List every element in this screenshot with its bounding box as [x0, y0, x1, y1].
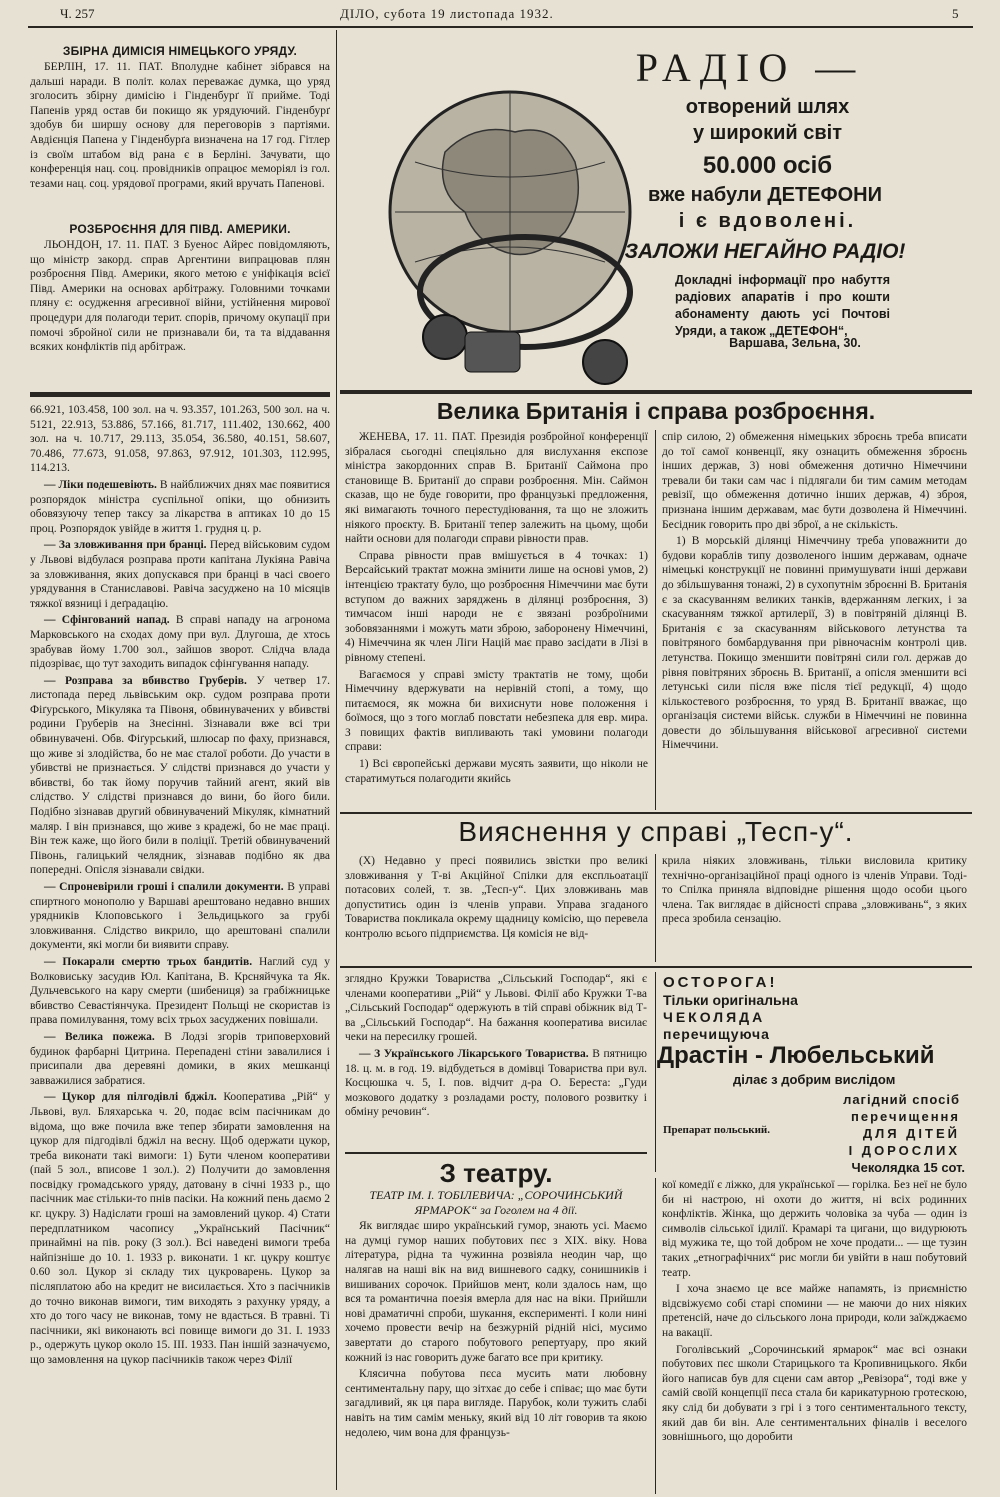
choc-line-6: лагідний спосіб [843, 1092, 960, 1107]
masthead-date: ДІЛО, субота 19 листопада 1932. [340, 6, 554, 21]
news-body: Кооператива „Рій“ у Львові, вул. Бляхарська ч. 20, подає всім пасічникам до відома, що вже почила вже тепер збирати замовлення на цукор для підгодівлі бджіл на весну. Щоб одержати цукор, треба виконати такі вимоги: 1) Бути членом кооперативи (пай 5 зол., вписове 1 зол.). 2) Получити до замовлення посвідку громадського уряду, датовану в січні 1933 р., що пасічник має стільки-то пнів пасіки. На кожний пень даємо 2 кг. цукру. 3) Надіслати гроші на замовлений цукор. 4) Стати передплатником часопису „Український Пасічник“ принаймні на пів. року (3 зол.). Всі наведені вимоги треба найпізніше до 10. 1. 1933 р. виконати. 1 кг. цукру коштує 0.60 зол. Цукор зі складу тих цукроварень. Цукор за післяплатою або на кредит не висилається. Хто з пасічників до точно виконав вимоги, тим виходять з рахунку уряду, а хто до того часу не виконав, тому не вдасться. В травні. Ті пасічники, які виконають всі повище вимоги до 31. І. 1933 р., одержуть цукор около 15. ІІІ. 1933. Пан іншій зазначуємо, що замовлення на цукор пасічників також через Філії [30, 1091, 330, 1366]
choc-price: Чеколядка 15 сот. [851, 1160, 965, 1175]
choc-line-7: перечищення [851, 1109, 960, 1124]
choc-brand: Драстін - Любельський [657, 1042, 935, 1069]
header-rule [28, 26, 973, 28]
news-item [30, 674, 330, 878]
news-title: — З Українського Лікарського Товариства. [359, 1047, 589, 1060]
paragraph: Вагаємося у справі змісту трактатів не тому, щоби Німеччину вдержувати на нерівній стопі, а тому, що питаємося, як можна би вихиснути нове положення і боїмося, що з того моглаб повстати небезпека для евр. мира. З повищих фактів випливають такі умовини полагоди справи: [345, 668, 648, 754]
britain-bottom-rule [340, 812, 972, 814]
theatre-subtitle: ТЕАТР ІМ. І. ТОБІЛЕВИЧА: „СОРОЧИНСЬКИЙ ЯРМАРОК“ за Гоголем на 4 дії. [369, 1188, 623, 1217]
article-title-dismissal: ЗБІРНА ДИМІСІЯ НІМЕЦЬКОГО УРЯДУ. [62, 44, 298, 58]
page-number: 5 [952, 6, 959, 21]
news-item [30, 538, 330, 611]
choc-line-9: І ДОРОСЛИХ [848, 1143, 960, 1158]
news-title: — Спроневірили гроші і спалили документи. [44, 881, 284, 893]
lottery-numbers: 66.921, 103.458, 100 зол. на ч. 93.357, 101.263, 500 зол. на ч. 5121, 22.913, 53.886, 57.166, 81.717, 111.402, 130.662, 400 зол. на ч. 10.717, 29.113, 35.054, 36.580, 40.151, 58.607, 70.486, 77.673, 91.058, 97.863, 97.912, 101.303, 112.995, 114.213. [30, 404, 330, 475]
radio-bottom-rule [340, 390, 972, 394]
radio-info: Докладні інформації про набуття радіових апаратів і про кошти абонаменту дають усі Почтові Уряди, а також „ДЕТЕФОН“, [675, 273, 890, 338]
radio-detector-icon [465, 332, 520, 372]
news-body: В Лодзі згорів триповерховий будинок фарбарні Цитрина. Перепадені стіни завалилися і присипали два деревяні домики, в яких мешканці завважилися забратися. [30, 1030, 330, 1087]
left-thick-rule [30, 392, 330, 397]
left-news-list [30, 403, 330, 1463]
britain-col-1 [345, 430, 648, 808]
news-body: В справі нападу на агрономa Марковського на сходах дому при вул. Длугоша, де хтось зрабував йому 1.700 зол., зайшов зворот. Слідча влада підозріває, що тут заходить випадок сфінгування нападу. [30, 614, 330, 671]
britain-col-2 [662, 430, 967, 808]
chocolate-advertisement [655, 972, 970, 1175]
theatre-rule [345, 1152, 647, 1154]
news-body: В управі спиртного монополю у Варшаві арештовано недавно внших урядників Клоповського і Зельдицького за грубі зловживання. Слідство викрило, що арештовані спалили документи, які могли би виявити справу. [30, 881, 330, 952]
left-column-divider [336, 30, 337, 1490]
article-title-tesp: Вияснення у справі „Тесп-у“. [458, 816, 854, 847]
running-header [0, 0, 1000, 26]
page-issue: Ч. 257 [60, 6, 95, 21]
paragraph: зглядно Кружки Товариства „Сільський Господар“, які є членами кооперативи „Рій“ у Львові. Філії або Кружки Т-ва „Сільський Господар“ одержують в тій справі обіжник від Т-ва „Сільський Господар“. На бажання кооператива висилає чеки на пересилку грошей. [345, 973, 647, 1044]
paragraph: спір силою, 2) обмеження німецьких зброєнь треба вписати до тої самої конвенції, яку ознацить обмеження зброєнь інших держав, 3) нові обмеження дотично Німеччини тревали би таки сам час і підлягали би тим самим методам ревізії, що обмеження дотично інших держав, 4) зброя, признана іншим державам, має бути дозволена й Німеччині. Бесідник говорить про дві зброї, а не скількість. [662, 431, 967, 531]
paragraph: крила ніяких зловживань, тільки висловила критику технічно-організаційної праці одного із членів Управи. Тоді-то Спілка приняла відповідне рішення щодо особи цього члена. Так виглядає в дійсності справа „зловживань“, з яких преса зробила сензацію. [662, 855, 967, 926]
paragraph: ЛЬОНДОН, 17. 11. ПАТ. З Буенос Айрес повідомляють, що міністр закорд. справ Аргентини випрацював плян розброєння Півд. Америки, якого метою є уніфікація всієї Півд. Америки на основах арбітражу. Головними точками пляну є: осудження агресивної війни, устійнення мирової процедури для полагоди терит. спорів, причому окупації при помочі збройної сили не признавали би, та та віддавання всяких конфліктів під арбітраж. [30, 239, 330, 354]
news-item [30, 880, 330, 953]
news-body: В пятницю 18. ц. м. в год. 19. відбудеться в домівці Товариства при вул. Косцюшка ч. 5, І. пов. відчит д-ра О. Береста: „Гуди мозкового додатку з розладами росту, полового розвитку і обміну речовин“. [345, 1047, 647, 1119]
choc-line-4: перечищуюча [663, 1026, 770, 1042]
paragraph: БЕРЛІН, 17. 11. ПАТ. Вполудне кабінет зібрався на дальші наради. В політ. колах переважає думка, що уряд зголосить збірну димісію і Гінденбурґ її прийме. Тоді Папенів уряд остав би покищо як урядуючий. Гінденбурґ здобув би ширшу основу для переговорів з партіями. Авдієнція Папена у Гінденбурґа визначена на 17 год. Гітлер із своїм штабом від рана є в Берліні. Зачувати, що конференція нац. соц. провідників опрацює меморіял із гол. тезами нац. соц. урядової програми, який вручать Папенові. [30, 61, 330, 190]
news-item [30, 1030, 330, 1088]
choc-line-5: ділає з добрим вислідом [733, 1072, 896, 1087]
radio-line-1: отворений шлях [685, 96, 850, 118]
news-title: — Сфінгований напад. [44, 614, 170, 627]
paragraph: (X) Недавно у пресі появились звістки про великі зловживання у Т-ві Акційної Спілки для експльоатації потасових солей, т. зв. „Тесп-у“. Цих зловживань мав допуститись один із членів управи. Управа згаданого Товариства покликала окрему щадницу комісію, що перевела контролю всього підприємства. Ця комісія не від- [345, 855, 648, 940]
globe-headphones-illustration [385, 62, 645, 392]
news-title: — Розправа за вбивство Груберів. [44, 674, 247, 687]
news-body: У четвер 17. листопада перед львівським окр. судом розправа проти Фіґурського, Мікуляка та Півоня, обвинувачених у вбивстві родини Груберів на Знесінні. Зізнавали вже всі три обвинувачені. Обв. Фіґурський, шлюсар по фаху, признався, що живе зі злодійства, бо не має сталої роботи. До участи в убивстві не признається. У слідстві признався до участи у вбивстві, бо так йому поручив тайний агент, який вів слідство. У слідстві признався до вини, бо його били. Подібно зізнавав другий обвинувачений Мікуляк, кімнатний маляр. І він признався, що живе з крадежі, бо не має праці. Він теж каже, що його били в поліції. Третій обвинувачений Півонь, галицький челядник, зізнавав подібно як два попередні. Опісля зізнавали свідки. [30, 674, 330, 877]
radio-advertisement [345, 32, 970, 387]
theatre-col-divider [655, 1178, 656, 1494]
paragraph: ЖЕНЕВА, 17. 11. ПАТ. Президія розбройної конференції зібралася сьогодні спеціяльно для вислухання експозе міністра закордонних справ В. Британії Саймона про становище В. Британії до справи розброєння. Мін. Саймон сказав, що не буде говорити, про французькі предложення, які вимагають точного перестудіювання, та що не зложить ніякого проєкту. В. Британії тепер залежить на цьому, щоби найти основи для полагоди справи рівности прав. [345, 431, 648, 546]
radio-line-6: ЗАЛОЖИ НЕГАЙНО РАДІО! [624, 240, 906, 263]
tesp-col-2 [662, 854, 967, 962]
paragraph: І хоча знаємо це все майже напамять, із приємністю відсвіжуємо собі старі спомини — не маючи до них ніяких претенсій, наче до сільського лона природи, коли заїжджаємо на вакації. [662, 1283, 967, 1339]
tesp-col-divider [655, 854, 656, 962]
article-title-theatre: З театру. [439, 1158, 553, 1188]
article-title-disarmament-sa: РОЗБРОЄННЯ ДЛЯ ПІВД. АМЕРИКИ. [69, 222, 291, 236]
choc-line-8: ДЛЯ ДІТЕЙ [862, 1126, 960, 1141]
paragraph: Гоголівський „Сорочинський ярмарок“ має всі ознаки побутових пєс школи Старицького та Кропивницького. Якби його написав був для сцени сам автор „Ревізора“, тоді вже у самій своїй концепції пєса стала би карикатурною гротескою, яку слід би добувати з грі і з того сентиментального тексту, який дав би він. Але сентиментальних фіналів і веселого зовнішнього, що доробити [662, 1343, 967, 1444]
article-title-britain: Велика Британія і справа розброєння. [436, 398, 876, 424]
news-item [30, 478, 330, 536]
theatre-col-2 [662, 1178, 967, 1494]
news-title: — Ліки подешевіють. [44, 478, 157, 491]
news-title: — Покарали смертю трьох бандитів. [44, 955, 253, 968]
headphone-ear-left-icon [423, 315, 467, 359]
paragraph: 1) Всі європейські держави мусять заявити, що ніколи не старатимуться полагодити якийсь [345, 758, 648, 785]
news-body: В найближчих днях має появитися розпорядок міністра суспільної опіки, що обнизить обовязуючу тепер таксу за лікарства в аптиках 10 до 15 проц. Розпорядок увійде в життя 1. грудня ц. р. [30, 478, 330, 535]
news-item [30, 1090, 330, 1367]
paragraph: Як виглядає широ український гумор, знають усі. Маємо на думці гумор наших побутових пєс з XIX. віку. Нова література, рідна та чужинна розвіяла неодин чар, що налягав на наші вік на вид вишневого садку, сонишників і вишиваних сорочок. Прийшов мент, коли здалось нам, що вся та романтична поезія вмерла для нас на віки. Прийшли нові драматичні спроби, шукання, експерименті. І коли нині хочемо провести вечір на безжурній рідній нісі, мусимо завертати до старого побутового репертуару, про який кожний із нас говорить дуже багато все при критику. [345, 1220, 647, 1364]
tesp-bottom-rule [340, 966, 972, 968]
britain-col-divider [655, 430, 656, 810]
paragraph: Клясична побутова пєса мусить мати любовну сентиментальну пару, що зітхає до себе і співає; що має бути загадливий, як ця пара вигляде. Парубок, коли тужить слабі навіть на тим самім меньку, який від 10 літ говорив та якою недолею, чим вона для французь- [345, 1368, 647, 1439]
article-body-dismissal [30, 60, 330, 218]
news-body: Перед військовим судом у Львові відбулася розправа проти капітана Лукіяна Равіча за зловживання, яких допускався при бранці в часі своего урядування в Станиславові. Равіча засуджено на 10 місяців тяжкої вязниці і деґрадацію. [30, 539, 330, 610]
choc-line-3: ЧЕКОЛЯДА [663, 1009, 766, 1025]
radio-address: Варшава, Зельна, 30. [729, 336, 861, 350]
choc-warning: ОСТОРОГА! [663, 974, 778, 991]
news-title: — Велика пожежа. [44, 1030, 155, 1043]
choc-prep: Препарат польський. [663, 1124, 771, 1136]
tesp-col-1 [345, 854, 648, 962]
choc-line-2: Тільки оригінальна [663, 992, 798, 1008]
paragraph: 1) В морській ділянці Німеччину треба уповажнити до будови кораблів типу дозволеного іншим державам, одначе німецькі конструкції не повинні примушувати інші держави до збільшування тонажі, 2) в сухопутнім зброєнні В. Британія є за скасуванням великих танків, вдержанням легких, і за скасуванням тяжкої артилерії, 3) в повітряній ділянці В. Британія є за скасуванням військового летунства та повітряного бомбардування при рівночаснім контролі цив. летунства. Покищо зменшити повітряні сили гол. держав до рівня повітряних зброєнь В. Британії, а опісля зменшити всі летунські сили після вже після тієї редукції, 4) щодо кількостевого розброєння, то уряд В. Британії вважає, що організація системи військ. служби в Німеччині не повинна довести до збільшування військової агресивної системи Німеччини. [662, 535, 967, 752]
ad-left-border [655, 972, 656, 1172]
mid-news [345, 972, 647, 1152]
news-title: — За зловживання при бранці. [44, 539, 207, 552]
article-body-disarmament-sa [30, 238, 330, 388]
radio-line-5: і є вдоволені. [678, 210, 857, 232]
radio-line-3: 50.000 осіб [702, 152, 833, 179]
news-title: — Цукор для пілгодівлі бджіл. [44, 1091, 217, 1104]
radio-line-2: у широкий світ [692, 122, 842, 144]
theatre-col-1 [345, 1188, 647, 1494]
paragraph: Справа рівности прав вмішується в 4 точках: 1) Версайський трактат можна змінити лише на основі умов, 2) інтенцією трактату було, що розброєння Німеччини має бути вступом до важних заряджень в ділянці розброєння, 3) тимчасом інші народи не є звязані розброїними зобовязаннями і можуть мати зброю, заборонену Німеччині, 4) Німеччина як член Ліги Націй має право засідати в Лізі в рівному степені. [345, 549, 648, 664]
paragraph: кої комедії є ліжко, для української — горілка. Без неї не було би ні настрою, ні охоти до життя, ні всіх родинних конфліктів. Жінка, що держить чоловіка за чуба — один із символів сільської ідилії. Крамарі та цигани, що видурюють від мужика те, що той добром не хоче продати... — ще тузин таких „етнографічних“ рис могли би увійти в наш побутовий театр. [662, 1179, 967, 1279]
news-body: Наглий суд у Волковиську засудив Юл. Капітана, В. Крсняйчука та Як. Дульчевського на кару смерти (шибениця) за грабіжницьке вбивство Севастіянчука. Президент Польщі не скористав із права помилування, тому всіх трьох засуджених повішали. [30, 955, 330, 1027]
radio-headline: РАДІО — [635, 45, 865, 90]
radio-line-4: вже набули ДЕТЕФОНИ [648, 184, 882, 206]
news-item [30, 613, 330, 671]
news-item [30, 955, 330, 1028]
headphone-ear-right-icon [583, 340, 627, 384]
news-item [345, 1047, 647, 1120]
left-column [30, 44, 330, 1494]
